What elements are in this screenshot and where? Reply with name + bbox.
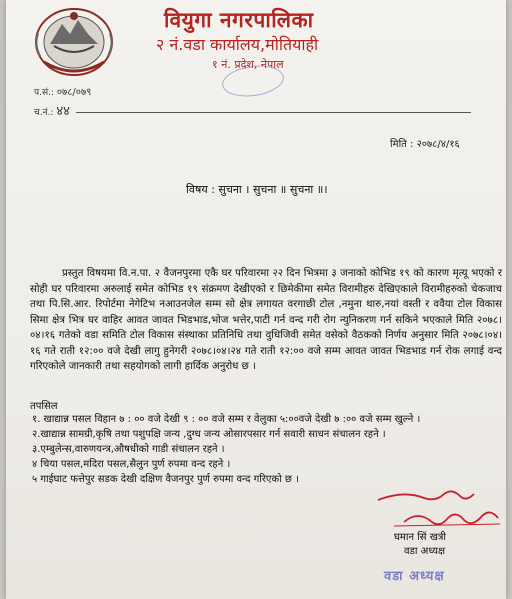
patra-sankhya — [34, 84, 91, 98]
details-heading: तपसिल — [30, 401, 58, 412]
subject-line: विषय : सुचना । सुचना ॥ सुचना ॥। — [186, 183, 328, 196]
ward-office-name: २ नं.वडा कार्यालय,मोतियाही — [156, 35, 319, 54]
list-item: २.खाद्यान्न सामग्री,कृषि तथा पशुपक्षि जन्य ,दुग्ध जन्य ओसारपसार गर्न सवारी साधन संचालन रहने । — [32, 429, 386, 440]
chalani-label: च.नं.: — [34, 108, 54, 118]
government-emblem-icon — [32, 4, 116, 78]
province-line: १ नं. प्रदेश, नेपाल — [212, 58, 284, 71]
letter-sheet — [6, 0, 506, 599]
signatory-title: वडा अध्यक्ष — [404, 546, 446, 557]
municipality-title: वियुगा नगरपालिका — [164, 8, 314, 32]
patra-label: प.सं.: — [34, 88, 54, 98]
list-item: ४ चिया पसल,मदिरा पसल,सैलुन पुर्ण रुपमा वन्द रहने । — [32, 459, 231, 470]
details-list — [32, 412, 506, 487]
patra-value: ०७८/०७९ — [56, 87, 92, 98]
header-divider — [76, 112, 471, 113]
chalani-number — [34, 101, 70, 119]
list-item: ३.एम्बुलेन्स,वारुणयन्त्र,औषधीको गाडी संचालन रहने । — [32, 444, 225, 455]
list-item: १. खाद्यान्न पसल विहान ७ : ०० वजे देखी ९ : ०० वजे सम्म र वेलुका ५:००वजे देखी ७ :०० वजे सम्म खुल्ने । — [32, 414, 421, 425]
handwritten-signature — [374, 488, 504, 532]
signatory-name: घमान सिं खत्री — [394, 532, 447, 543]
date-line: मिति : २०७८/४/१६ — [390, 139, 460, 150]
list-item: ५ गाईघाट फत्तेपुर सडक देखी दक्षिण वैजनपुर पुर्ण रुपमा वन्द गरिएको छ । — [32, 474, 299, 485]
notice-body: प्रस्तुत विषयमा वि.न.पा. २ वैजनपुरमा एकै घर परिवारमा २२ दिन भित्रमा ३ जनाको कोभिड १९ को कारण मृत्यू भएको र सोही घर परिवारमा अरुलाई समेत कोभिड १९ संक्रमण देखीएको र छिमेकीमा समेत विरामीहरु देखिएकाले विरामीहरुको चेकजाच तथा पि.सि.आर. रिपोर्टमा नेगेटिभ नआउनजेल सम्म सो क्षेत्र लगायत वरगाछी टोल ,नमुना थारु,नयां वस्ती र ववैया टोल विकास सिमा क्षेत्र भित्र घर वाहिर आवत जावत भिडभाड,भोज भत्तेर,पाटी गर्न वन्द गरी रोग न्युनिकरण गर्न सकिने भएकाले मिति २०७८।०४।१६ गतेको वडा समिति टोल विकास संस्थाका प्रतिनिधि तथा वुधिजिवी समेत वसेको वैठकको निर्णय अनुसार मिति २०७८।०४।१६ गते राती १२:०० वजे देखी लागु हुनेगरी २०७८।०४।२४ गते राती १२:०० वजे सम्म आवत जावत भिडभाड गर्न रोक लगाई वन्द गरिएकोले जानकारी तथा सहयोगको लागी हार्दिक अनुरोध छ । — [30, 268, 502, 372]
signatory-stamp: वडा अध्यक्ष — [384, 569, 445, 584]
chalani-value: ४४ — [56, 104, 70, 119]
